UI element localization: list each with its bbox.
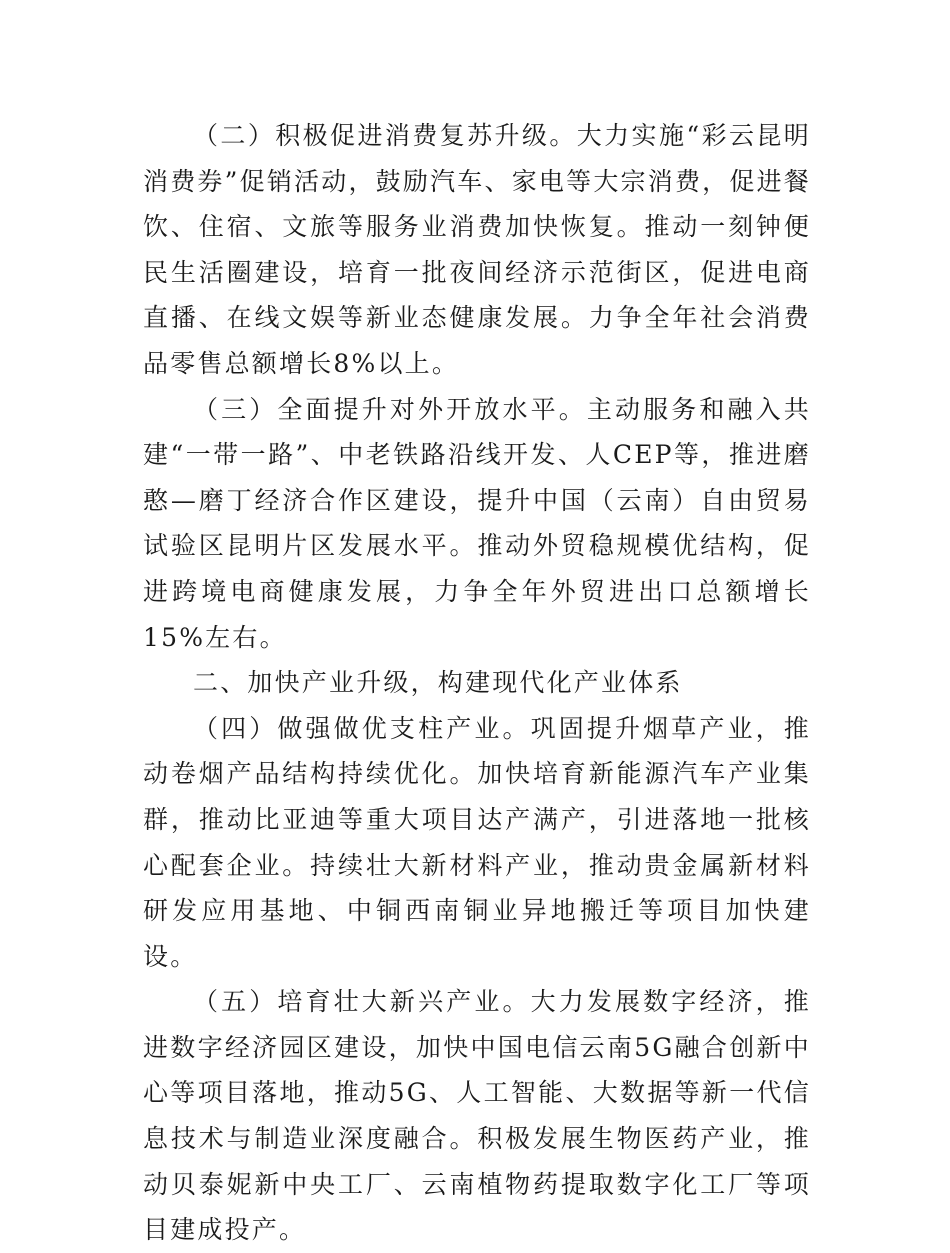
section-heading-industry: 二、加快产业升级，构建现代化产业体系 [193, 668, 683, 698]
document-body [143, 113, 811, 1253]
paragraph-consumption: （二）积极促进消费复苏升级。大力实施“彩云昆明消费券”促销活动，鼓励汽车、家电等大宗消费，促进餐饮、住宿、文旅等服务业消费加快恢复。推动一刻钟便民生活圈建设，培育一批夜间经济示范街区，促进电商直播、在线文娱等新业态健康发展。力争全年社会消费品零售总额增长8%以上。 [143, 121, 811, 378]
paragraph-opening-up: （三）全面提升对外开放水平。主动服务和融入共建“一带一路”、中老铁路沿线开发、人CEP等，推进磨憨—磨丁经济合作区建设，提升中国（云南）自由贸易试验区昆明片区发展水平。推动外贸稳规模优结构，促进跨境电商健康发展，力争全年外贸进出口总额增长15%左右。 [143, 394, 811, 652]
paragraph-pillar-industries: （四）做强做优支柱产业。巩固提升烟草产业，推动卷烟产品结构持续优化。加快培育新能源汽车产业集群，推动比亚迪等重大项目达产满产，引进落地一批核心配套企业。持续壮大新材料产业，推动贵金属新材料研发应用基地、中铜西南铜业异地搬迁等项目加快建设。 [143, 713, 811, 971]
paragraph-emerging-industries: （五）培育壮大新兴产业。大力发展数字经济，推进数字经济园区建设，加快中国电信云南5G融合创新中心等项目落地，推动5G、人工智能、大数据等新一代信息技术与制造业深度融合。积极发展生物医药产业，推动贝泰妮新中央工厂、云南植物药提取数字化工厂等项目建成投产。 [143, 987, 811, 1245]
